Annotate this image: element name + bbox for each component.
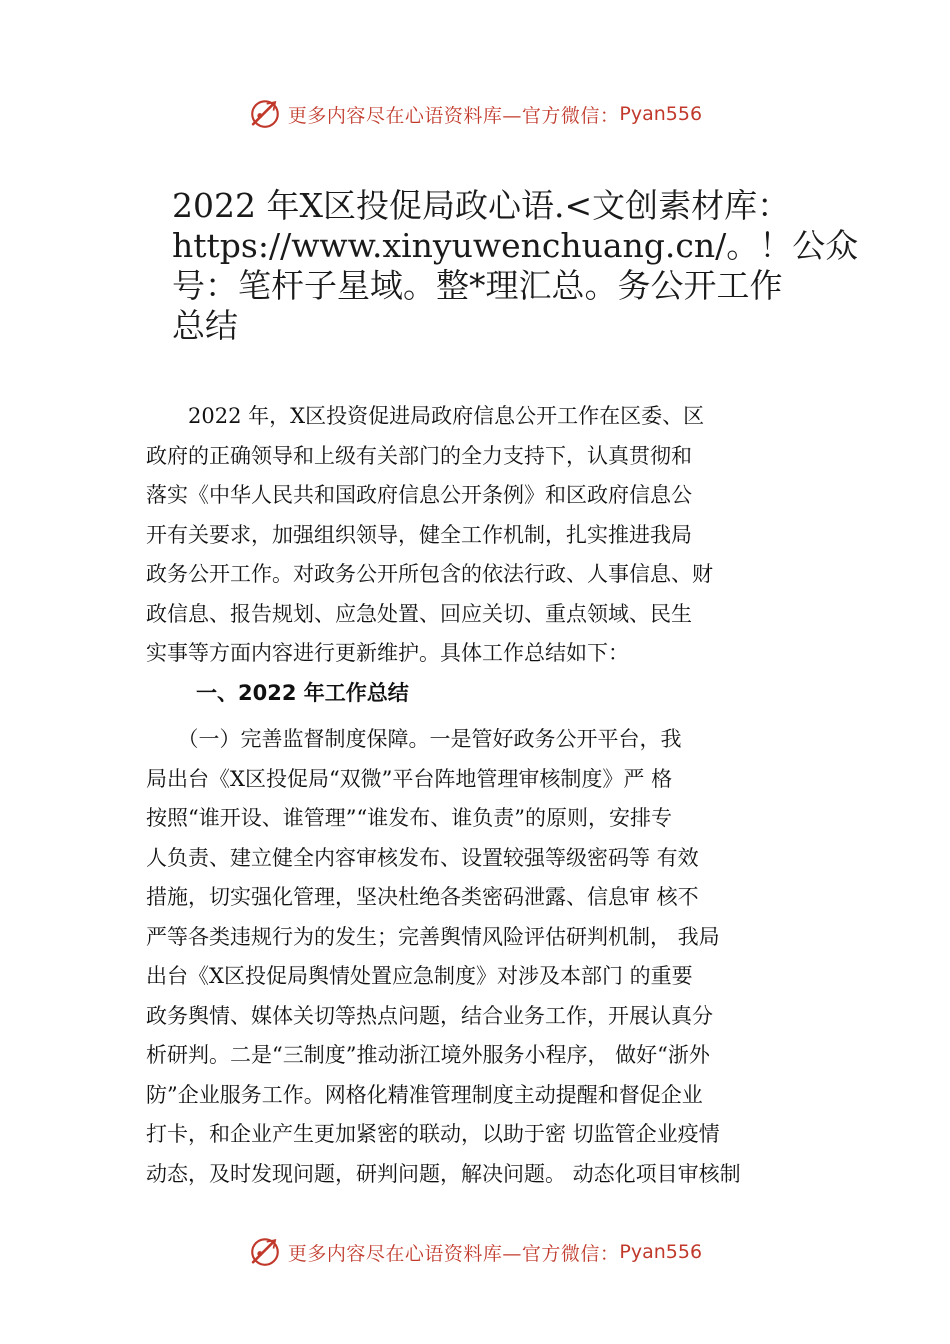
watermark-wechat-id: Pyan556 [619, 103, 703, 125]
title-line: 2022 年X区投促局政心语.<文创素材库： [172, 186, 791, 225]
title-line: https://www.xinyuwenchuang.cn/。！公众 [172, 226, 859, 265]
text-line: 2022 年，X区投资促进局政府信息公开工作在区委、区 [146, 404, 705, 428]
text-line: 政务舆情、媒体关切等热点问题，结合业务工作，开展认真分 [146, 1003, 713, 1028]
text-line: 防”企业服务工作。网格化精准管理制度主动提醒和督促企业 [146, 1082, 703, 1107]
text-line: 析研判。二是“三制度”推动浙江境外服务小程序， 做好“浙外 [146, 1043, 710, 1067]
title-line: 总结 [172, 306, 238, 345]
text-line: 出台《X区投促局舆情处置应急制度》对涉及本部门 的重要 [146, 964, 693, 988]
document-title [172, 186, 859, 346]
text-line: 开有关要求，加强组织领导，健全工作机制，扎实推进我局 [146, 522, 692, 547]
section1-paragraph [146, 720, 836, 1194]
intro-paragraph [146, 397, 836, 674]
text-line: 实事等方面内容进行更新维护。具体工作总结如下： [146, 641, 629, 665]
watermark-banner-top [0, 94, 950, 134]
pen-circle-logo-icon [248, 1235, 282, 1269]
text-line: 局出台《X区投促局“双微”平台阵地管理审核制度》严 格 [146, 766, 673, 791]
watermark-wechat-id: Pyan556 [619, 1241, 703, 1263]
text-line: 政信息、报告规划、应急处置、回应关切、重点领域、民生 [146, 601, 692, 626]
watermark-text: 更多内容尽在心语资料库—官方微信： [287, 104, 620, 127]
text-line: 动态，及时发现问题，研判问题，解决问题。 动态化项目审核制 [146, 1161, 741, 1186]
text-line: 措施，切实强化管理，坚决杜绝各类密码泄露、信息审 核不 [146, 885, 699, 909]
section-heading: 一、2022 年工作总结 [196, 681, 409, 705]
pen-circle-logo-icon [248, 97, 282, 131]
text-line: 落实《中华人民共和国政府信息公开条例》和区政府信息公 [146, 483, 692, 507]
title-line: 号：笔杆子星域。整*理汇总。务公开工作 [172, 266, 783, 305]
watermark-banner-bottom [0, 1232, 950, 1272]
text-line: 人负责、建立健全内容审核发布、设置较强等级密码等 有效 [146, 845, 699, 870]
watermark-text: 更多内容尽在心语资料库—官方微信： [287, 1242, 620, 1265]
text-line: 严等各类违规行为的发生；完善舆情风险评估研判机制， 我局 [146, 924, 720, 949]
text-line: 打卡，和企业产生更加紧密的联动，以助于密 切监管企业疫情 [146, 1122, 720, 1146]
text-line: 按照“谁开设、谁管理”“谁发布、谁负责”的原则，安排专 [146, 806, 672, 830]
text-line: （一）完善监督制度保障。一是管好政务公开平台，我 [146, 727, 682, 751]
text-line: 政府的正确领导和上级有关部门的全力支持下，认真贯彻和 [146, 443, 692, 468]
text-line: 政务公开工作。对政务公开所包含的依法行政、人事信息、财 [146, 562, 713, 586]
